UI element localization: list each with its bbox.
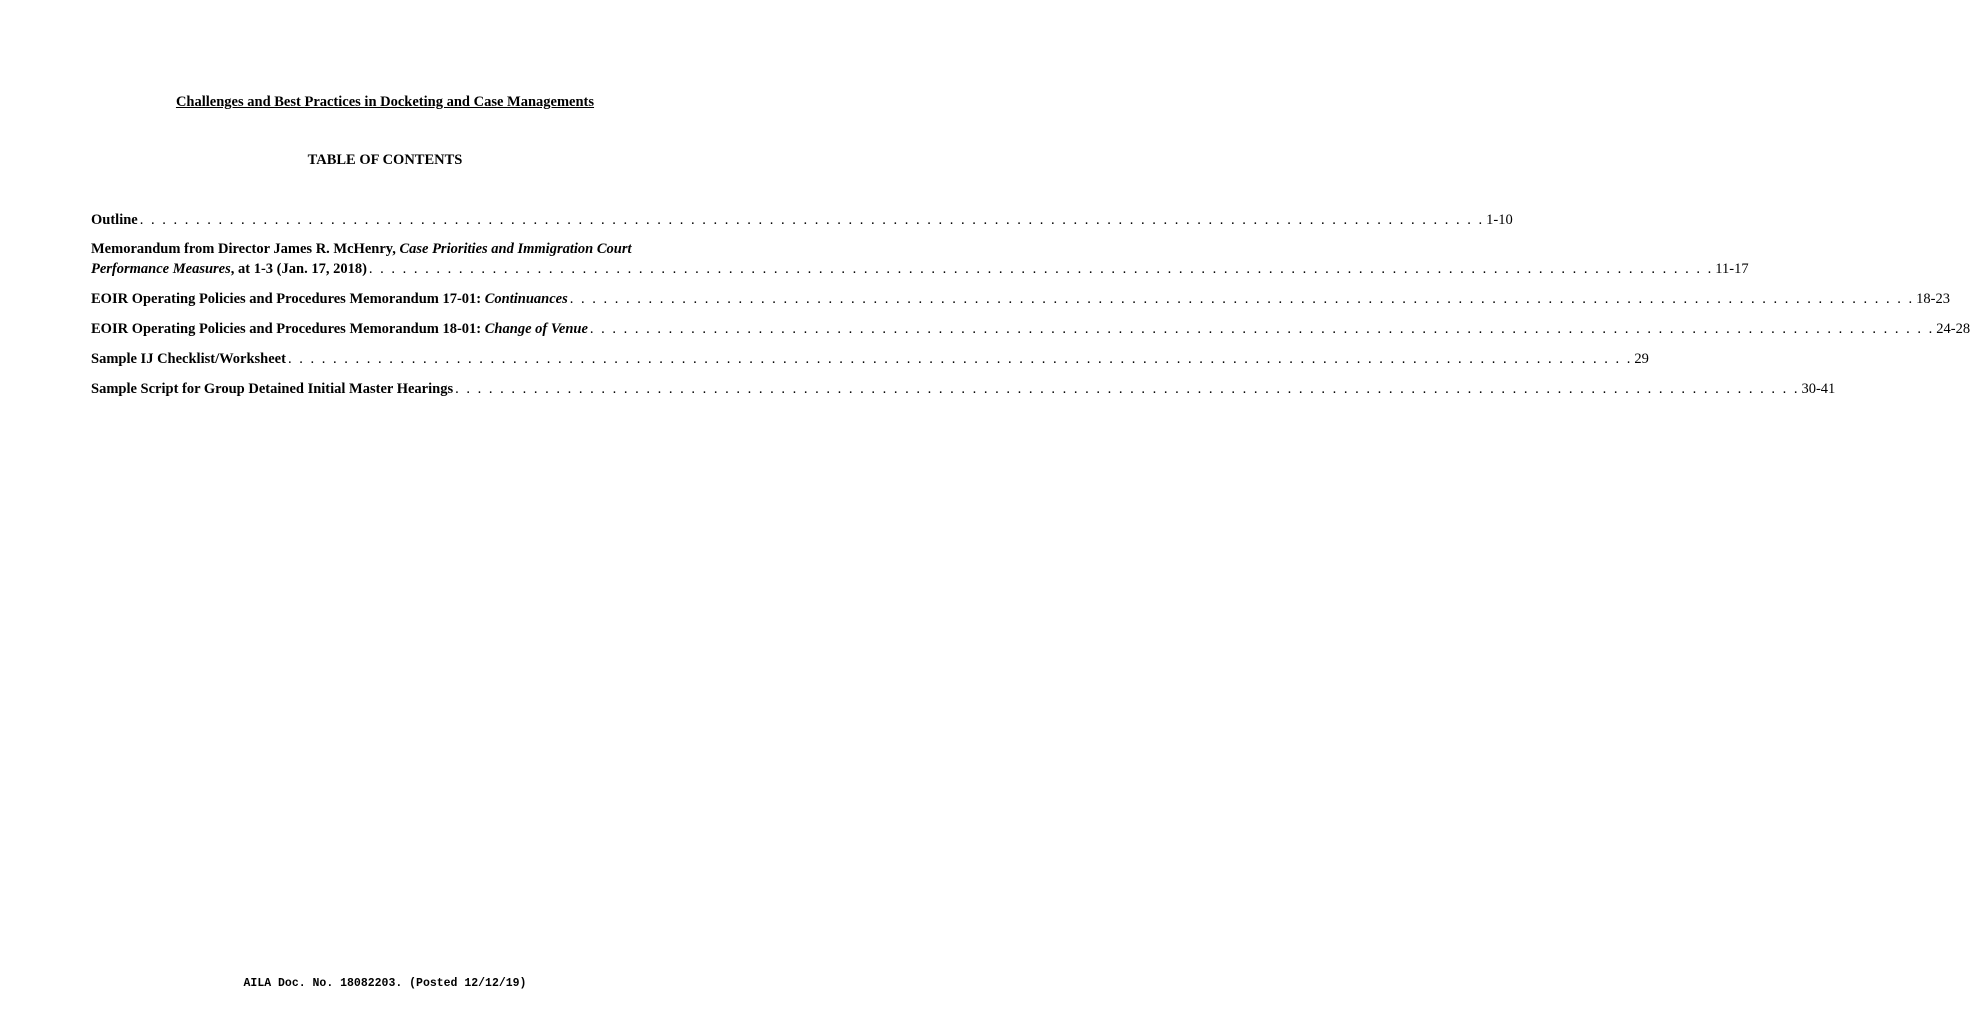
toc-entry-change-of-venue [91, 319, 1970, 339]
table-of-contents [91, 210, 1970, 399]
dot-leader: . . . . . . . . . . . . . . . . . . . . . . . . . . . . . . . . . . . . . . . . . . . . . . . . . . . . . . . . . . . . . . . . . . . . . . . . . . . . . . . . . . . . . . . . . . . . . . . . . . . . . . . . . . . . . . . . . . . . . . . . [287, 351, 1633, 367]
toc-heading: TABLE OF CONTENTS [307, 152, 463, 168]
toc-entry-pages: 1-10 [1486, 212, 1513, 228]
toc-entry-checklist [91, 349, 1649, 369]
toc-entry-pages: 11-17 [1715, 261, 1749, 277]
toc-entry-pages: 18-23 [1916, 291, 1950, 307]
toc-entry-continuances [91, 289, 1950, 309]
toc-entry-sample-script [91, 379, 1836, 399]
toc-entry-title: Sample IJ Checklist/Worksheet [91, 351, 286, 367]
toc-entry-title-part: , at 1-3 (Jan. 17, 2018) [230, 261, 367, 277]
toc-entry-title-part: Memorandum from Director James R. McHenry, [91, 241, 400, 257]
toc-entry-mchenry-memo [91, 239, 1749, 279]
toc-entry-title-italic: Performance Measures [91, 261, 231, 277]
toc-entry-title-part: EOIR Operating Policies and Procedures Memorandum 18-01: [91, 321, 485, 337]
toc-entry-title: Sample Script for Group Detained Initial Master Hearings [91, 381, 454, 397]
toc-entry-title-italic: Change of Venue [484, 321, 588, 337]
toc-entry-title: Outline [91, 212, 138, 228]
toc-entry-title-italic: Case Priorities and Immigration Court [399, 241, 632, 257]
toc-entry-title-italic: Continuances [484, 291, 568, 307]
dot-leader: . . . . . . . . . . . . . . . . . . . . . . . . . . . . . . . . . . . . . . . . . . . . . . . . . . . . . . . . . . . . . . . . . . . . . . . . . . . . . . . . . . . . . . . . . . . . . . . . . . . . . . . . . . . . . . . . . . . . . . . . [368, 261, 1714, 277]
toc-entry-pages: 24-28 [1936, 321, 1970, 337]
toc-entry-pages: 30-41 [1801, 381, 1836, 397]
toc-entry-title-part: EOIR Operating Policies and Procedures Memorandum 17-01: [91, 291, 485, 307]
toc-entry-outline [91, 210, 1513, 230]
document-title: Challenges and Best Practices in Docketing and Case Managements [175, 94, 595, 110]
dot-leader: . . . . . . . . . . . . . . . . . . . . . . . . . . . . . . . . . . . . . . . . . . . . . . . . . . . . . . . . . . . . . . . . . . . . . . . . . . . . . . . . . . . . . . . . . . . . . . . . . . . . . . . . . . . . . . . . . . . . . . . . [589, 321, 1935, 337]
dot-leader: . . . . . . . . . . . . . . . . . . . . . . . . . . . . . . . . . . . . . . . . . . . . . . . . . . . . . . . . . . . . . . . . . . . . . . . . . . . . . . . . . . . . . . . . . . . . . . . . . . . . . . . . . . . . . . . . . . . . . . . . [569, 291, 1915, 307]
document-footer: AILA Doc. No. 18082203. (Posted 12/12/19) [243, 977, 527, 990]
toc-entry-pages: 29 [1634, 351, 1649, 367]
dot-leader: . . . . . . . . . . . . . . . . . . . . . . . . . . . . . . . . . . . . . . . . . . . . . . . . . . . . . . . . . . . . . . . . . . . . . . . . . . . . . . . . . . . . . . . . . . . . . . . . . . . . . . . . . . . . . . . . . . . . . . . . [455, 381, 1800, 397]
dot-leader: . . . . . . . . . . . . . . . . . . . . . . . . . . . . . . . . . . . . . . . . . . . . . . . . . . . . . . . . . . . . . . . . . . . . . . . . . . . . . . . . . . . . . . . . . . . . . . . . . . . . . . . . . . . . . . . . . . . . . . . . [139, 212, 1485, 228]
